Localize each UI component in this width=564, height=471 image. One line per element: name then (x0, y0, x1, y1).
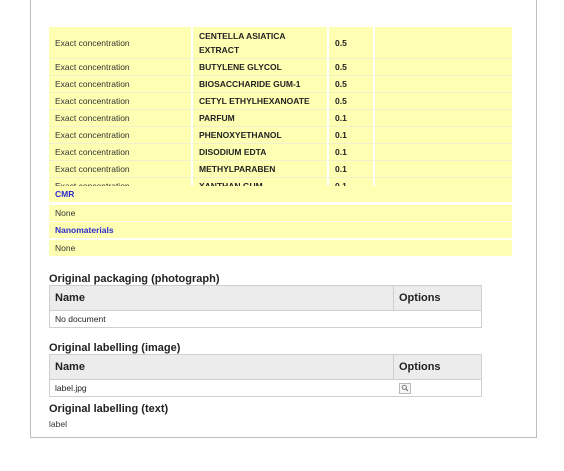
labelling-image-table-header (50, 355, 481, 380)
ingredient-name: CETYL ETHYLHEXANOATE (191, 93, 327, 110)
table-row (49, 161, 512, 178)
packaging-name-column-header[interactable]: Name (50, 286, 394, 310)
table-row (49, 59, 512, 76)
table-row (50, 311, 481, 327)
ingredient-concentration-type: Exact concentration (49, 161, 191, 178)
ingredient-value: 0.5 (327, 59, 373, 76)
nanomaterials-heading: Nanomaterials (49, 222, 512, 238)
table-row (49, 27, 512, 59)
ingredient-extra-cell (373, 127, 512, 144)
labelling-text-value: label (49, 419, 67, 429)
labelling-image-table (49, 354, 482, 397)
ingredient-value: 0.1 (327, 144, 373, 161)
magnifier-icon[interactable] (399, 383, 411, 394)
ingredient-concentration-type: Exact concentration (49, 144, 191, 161)
table-row (49, 93, 512, 110)
packaging-options-column-header: Options (399, 292, 441, 304)
ingredient-value: 0.5 (327, 93, 373, 110)
ingredient-name: METHYLPARABEN (191, 161, 327, 178)
ingredient-value: 0.5 (327, 76, 373, 93)
labelling-image-title: Original labelling (image) (49, 342, 181, 354)
ingredient-extra-cell (373, 27, 512, 59)
ingredient-name: DISODIUM EDTA (191, 144, 327, 161)
table-row (49, 110, 512, 127)
labelling-text-title: Original labelling (text) (49, 403, 169, 415)
view-file-option (394, 382, 481, 393)
table-row (49, 127, 512, 144)
labelling-file-name[interactable]: label.jpg (55, 383, 87, 393)
ingredient-extra-cell (373, 144, 512, 161)
labelling-name-column-header[interactable]: Name (50, 355, 394, 379)
ingredient-concentration-type: Exact concentration (49, 27, 191, 59)
ingredients-table-body (49, 27, 512, 195)
packaging-table-header (50, 286, 481, 311)
table-row (49, 144, 512, 161)
product-detail-panel (30, 0, 537, 438)
table-row (50, 380, 481, 396)
labelling-options-column-header: Options (399, 361, 441, 373)
ingredient-extra-cell (373, 161, 512, 178)
nanomaterials-value: None (49, 240, 512, 256)
ingredient-concentration-type: Exact concentration (49, 127, 191, 144)
ingredient-name: BIOSACCHARIDE GUM-1 (191, 76, 327, 93)
ingredient-extra-cell (373, 76, 512, 93)
ingredient-value: 0.1 (327, 127, 373, 144)
packaging-title: Original packaging (photograph) (49, 273, 220, 285)
ingredient-extra-cell (373, 110, 512, 127)
ingredient-name: PHENOXYETHANOL (191, 127, 327, 144)
ingredients-table (49, 27, 512, 195)
packaging-empty-text: No document (55, 314, 106, 324)
cmr-heading: CMR (49, 186, 512, 202)
ingredient-concentration-type: Exact concentration (49, 110, 191, 127)
ingredient-concentration-type: Exact concentration (49, 93, 191, 110)
ingredient-name: CENTELLA ASIATICA EXTRACT (191, 27, 327, 59)
ingredient-concentration-type: Exact concentration (49, 76, 191, 93)
ingredient-extra-cell (373, 59, 512, 76)
ingredient-concentration-type: Exact concentration (49, 59, 191, 76)
ingredient-extra-cell (373, 93, 512, 110)
packaging-table (49, 285, 482, 328)
cmr-value: None (49, 205, 512, 221)
ingredient-value: 0.1 (327, 161, 373, 178)
ingredient-name: BUTYLENE GLYCOL (191, 59, 327, 76)
ingredient-name: PARFUM (191, 110, 327, 127)
table-row (49, 76, 512, 93)
ingredient-value: 0.1 (327, 110, 373, 127)
ingredient-value: 0.5 (327, 27, 373, 59)
